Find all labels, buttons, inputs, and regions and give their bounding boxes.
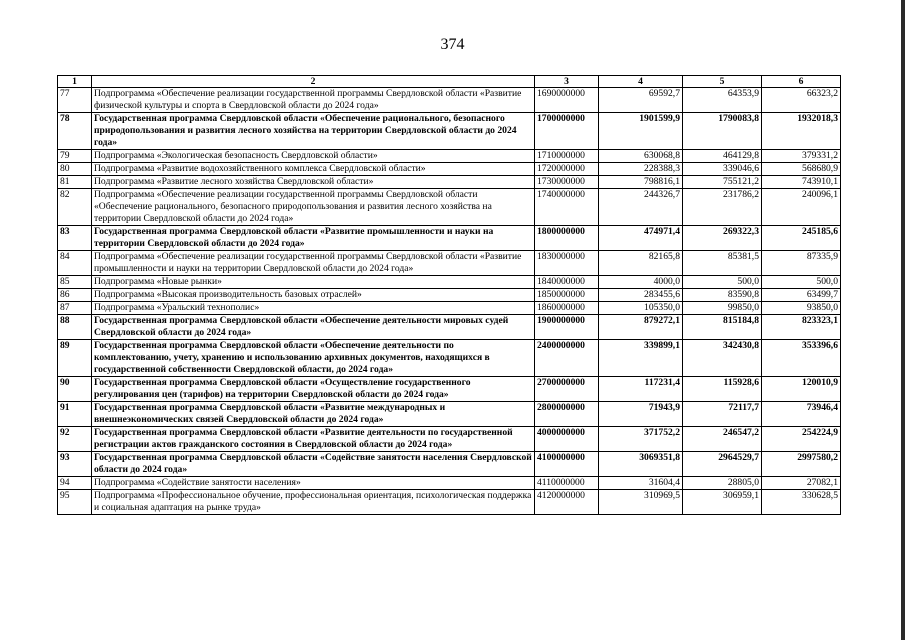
value-col6-cell: 568680,9 [762,163,841,176]
value-col6-cell: 245185,6 [762,226,841,251]
row-number-cell: 82 [58,189,92,226]
value-col6-cell: 2997580,2 [762,452,841,477]
value-col5-cell: 83590,8 [683,289,762,302]
program-code-cell: 4100000000 [535,452,599,477]
value-col6-cell: 73946,4 [762,402,841,427]
program-name-cell: Подпрограмма «Новые рынки» [92,276,535,289]
value-col6-cell: 87335,9 [762,251,841,276]
table-row [58,477,841,490]
column-header-number: 1 [58,76,92,88]
program-code-cell: 4110000000 [535,477,599,490]
program-name-cell: Подпрограмма «Развитие лесного хозяйства Свердловской области» [92,176,535,189]
value-col5-cell: 306959,1 [683,490,762,515]
program-name-cell: Подпрограмма «Обеспечение реализации государственной программы Свердловской области «Развитие промышленности и науки на территории Свердловской области до 2024 года» [92,251,535,276]
program-name-cell: Государственная программа Свердловской области «Развитие промышленности и науки на территории Свердловской области до 2024 года» [92,226,535,251]
value-col4-cell: 117231,4 [599,377,683,402]
value-col4-cell: 630068,8 [599,150,683,163]
row-number-cell: 93 [58,452,92,477]
row-number-cell: 84 [58,251,92,276]
value-col4-cell: 3069351,8 [599,452,683,477]
table-row [58,377,841,402]
program-name-cell: Подпрограмма «Уральский технополис» [92,302,535,315]
program-code-cell: 1730000000 [535,176,599,189]
row-number-cell: 78 [58,113,92,150]
row-number-cell: 77 [58,88,92,113]
value-col5-cell: 342430,8 [683,340,762,377]
row-number-cell: 79 [58,150,92,163]
program-code-cell: 1830000000 [535,251,599,276]
table-row [58,276,841,289]
value-col5-cell: 28805,0 [683,477,762,490]
row-number-cell: 89 [58,340,92,377]
program-name-cell: Подпрограмма «Содействие занятости населения» [92,477,535,490]
table-row [58,402,841,427]
value-col4-cell: 474971,4 [599,226,683,251]
value-col6-cell: 1932018,3 [762,113,841,150]
table-row [58,427,841,452]
value-col4-cell: 71943,9 [599,402,683,427]
table-row [58,289,841,302]
value-col6-cell: 240096,1 [762,189,841,226]
program-code-cell: 4000000000 [535,427,599,452]
table-row [58,315,841,340]
value-col4-cell: 69592,7 [599,88,683,113]
program-name-cell: Подпрограмма «Обеспечение реализации государственной программы Свердловской области «Обеспечение рационального, безопасного природопользования и развития лесного хозяйства на территории Свердловской области до 2024 года» [92,189,535,226]
table-body [58,88,841,515]
table-row [58,490,841,515]
table-row [58,226,841,251]
row-number-cell: 83 [58,226,92,251]
value-col6-cell: 330628,5 [762,490,841,515]
program-code-cell: 1860000000 [535,302,599,315]
column-header-value-5: 5 [683,76,762,88]
row-number-cell: 88 [58,315,92,340]
value-col6-cell: 823323,1 [762,315,841,340]
value-col6-cell: 743910,1 [762,176,841,189]
table-row [58,452,841,477]
value-col4-cell: 82165,8 [599,251,683,276]
program-code-cell: 1900000000 [535,315,599,340]
program-code-cell: 4120000000 [535,490,599,515]
budget-table [57,75,841,515]
row-number-cell: 92 [58,427,92,452]
table-row [58,176,841,189]
value-col5-cell: 72117,7 [683,402,762,427]
column-header-value-6: 6 [762,76,841,88]
program-name-cell: Государственная программа Свердловской области «Обеспечение деятельности по комплектованию, учету, хранению и использованию архивных документов, находящихся в государственной собственности Свердловской области, до 2024 года» [92,340,535,377]
column-header-name: 2 [92,76,535,88]
column-header-value-4: 4 [599,76,683,88]
row-number-cell: 86 [58,289,92,302]
value-col6-cell: 254224,9 [762,427,841,452]
value-col5-cell: 115928,6 [683,377,762,402]
program-name-cell: Подпрограмма «Высокая производительность базовых отраслей» [92,289,535,302]
value-col5-cell: 64353,9 [683,88,762,113]
program-code-cell: 2700000000 [535,377,599,402]
row-number-cell: 80 [58,163,92,176]
program-code-cell: 1850000000 [535,289,599,302]
program-code-cell: 1840000000 [535,276,599,289]
program-name-cell: Государственная программа Свердловской области «Развитие деятельности по государственной регистрации актов гражданского состояния в Свердловской области до 2024 года» [92,427,535,452]
program-code-cell: 2400000000 [535,340,599,377]
page-number: 374 [440,36,465,53]
value-col6-cell: 63499,7 [762,289,841,302]
value-col5-cell: 85381,5 [683,251,762,276]
value-col4-cell: 798816,1 [599,176,683,189]
program-name-cell: Государственная программа Свердловской области «Содействие занятости населения Свердловской области до 2024 года» [92,452,535,477]
value-col4-cell: 105350,0 [599,302,683,315]
row-number-cell: 87 [58,302,92,315]
value-col6-cell: 500,0 [762,276,841,289]
program-code-cell: 2800000000 [535,402,599,427]
value-col4-cell: 244326,7 [599,189,683,226]
row-number-cell: 95 [58,490,92,515]
value-col6-cell: 379331,2 [762,150,841,163]
program-name-cell: Подпрограмма «Экологическая безопасность Свердловской области» [92,150,535,163]
value-col6-cell: 120010,9 [762,377,841,402]
column-header-code: 3 [535,76,599,88]
table-header-row [58,76,841,88]
value-col5-cell: 339046,6 [683,163,762,176]
table-row [58,113,841,150]
value-col5-cell: 1790083,8 [683,113,762,150]
value-col5-cell: 246547,2 [683,427,762,452]
value-col5-cell: 500,0 [683,276,762,289]
scan-edge [901,0,905,640]
row-number-cell: 94 [58,477,92,490]
program-name-cell: Подпрограмма «Развитие водохозяйственного комплекса Свердловской области» [92,163,535,176]
program-name-cell: Государственная программа Свердловской области «Осуществление государственного регулирования цен (тарифов) на территории Свердловской области до 2024 года» [92,377,535,402]
value-col4-cell: 310969,5 [599,490,683,515]
table-row [58,189,841,226]
table-row [58,88,841,113]
table-row [58,150,841,163]
value-col5-cell: 464129,8 [683,150,762,163]
value-col4-cell: 4000,0 [599,276,683,289]
table-row [58,340,841,377]
program-code-cell: 1700000000 [535,113,599,150]
value-col4-cell: 879272,1 [599,315,683,340]
value-col4-cell: 1901599,9 [599,113,683,150]
row-number-cell: 81 [58,176,92,189]
program-name-cell: Государственная программа Свердловской области «Обеспечение рационального, безопасного природопользования и развития лесного хозяйства на территории Свердловской области до 2024 года» [92,113,535,150]
value-col5-cell: 99850,0 [683,302,762,315]
value-col5-cell: 2964529,7 [683,452,762,477]
value-col6-cell: 66323,2 [762,88,841,113]
program-name-cell: Подпрограмма «Обеспечение реализации государственной программы Свердловской области «Развитие физической культуры и спорта в Свердловской области до 2024 года» [92,88,535,113]
table-row [58,302,841,315]
table-row [58,163,841,176]
program-name-cell: Государственная программа Свердловской области «Обеспечение деятельности мировых судей Свердловской области до 2024 года» [92,315,535,340]
program-name-cell: Подпрограмма «Профессиональное обучение, профессиональная ориентация, психологическая поддержка и социальная адаптация на рынке труда» [92,490,535,515]
row-number-cell: 91 [58,402,92,427]
program-code-cell: 1720000000 [535,163,599,176]
value-col5-cell: 755121,2 [683,176,762,189]
program-code-cell: 1690000000 [535,88,599,113]
program-code-cell: 1800000000 [535,226,599,251]
value-col4-cell: 228388,3 [599,163,683,176]
value-col5-cell: 815184,8 [683,315,762,340]
value-col4-cell: 283455,6 [599,289,683,302]
value-col4-cell: 371752,2 [599,427,683,452]
program-code-cell: 1710000000 [535,150,599,163]
value-col5-cell: 231786,2 [683,189,762,226]
table-row [58,251,841,276]
row-number-cell: 85 [58,276,92,289]
row-number-cell: 90 [58,377,92,402]
program-code-cell: 1740000000 [535,189,599,226]
value-col6-cell: 27082,1 [762,477,841,490]
program-name-cell: Государственная программа Свердловской области «Развитие международных и внешнеэкономических связей Свердловской области до 2024 года» [92,402,535,427]
value-col6-cell: 353396,6 [762,340,841,377]
value-col5-cell: 269322,3 [683,226,762,251]
value-col4-cell: 339899,1 [599,340,683,377]
value-col4-cell: 31604,4 [599,477,683,490]
value-col6-cell: 93850,0 [762,302,841,315]
